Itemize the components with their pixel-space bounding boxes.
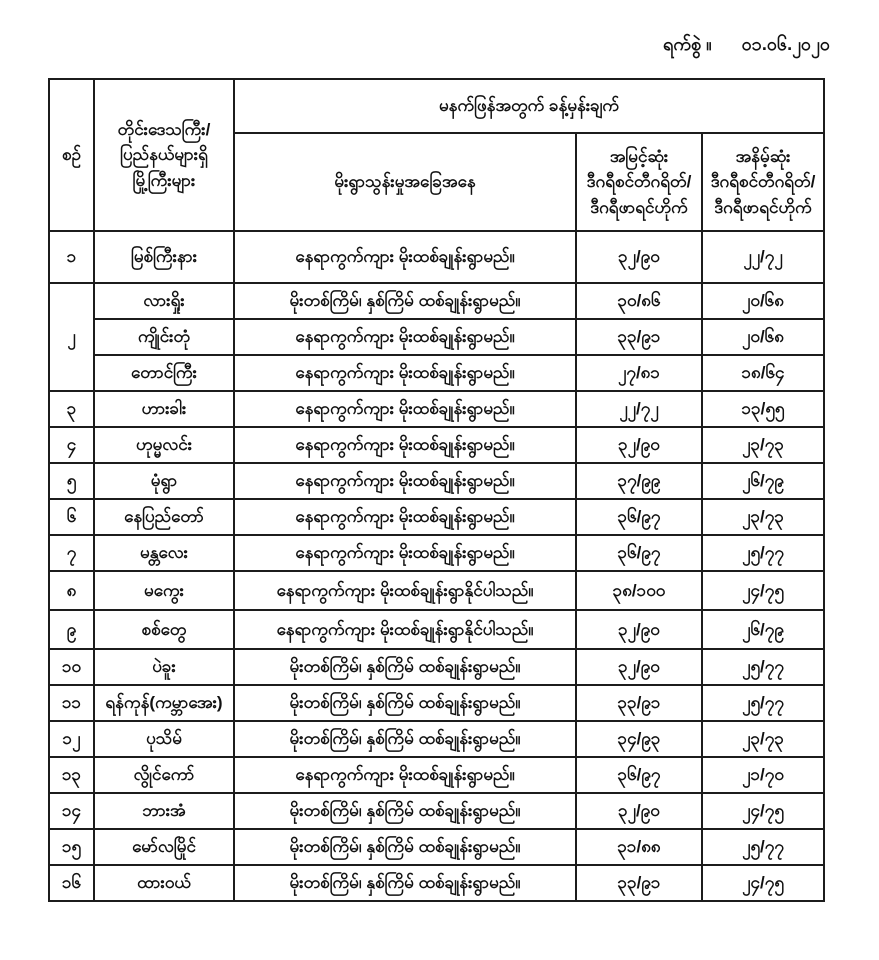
city-cell: ဟုမ္မလင်း	[94, 427, 234, 463]
rain-cell: နေရာကွက်ကျား မိုးထစ်ချုန်းရွာမည်။	[234, 499, 576, 535]
forecast-table	[48, 78, 825, 902]
table-row	[49, 865, 824, 901]
header-max-line2: ဒီဂရီစင်တီဂရိတ်/	[586, 172, 692, 192]
min-temp-cell: ၂၀/၆၈	[702, 319, 824, 355]
city-cell: လားရှိုး	[94, 283, 234, 319]
max-temp-cell: ၃၂/၉၀	[576, 427, 702, 463]
min-temp-cell: ၂၃/၇၃	[702, 427, 824, 463]
city-cell: မကွေး	[94, 571, 234, 610]
rain-cell: နေရာကွက်ကျား မိုးထစ်ချုန်းရွာမည်။	[234, 757, 576, 793]
min-temp-cell: ၂၅/၇၇	[702, 535, 824, 571]
serial-cell: ၈	[49, 571, 94, 610]
max-temp-cell: ၃၆/၉၇	[576, 535, 702, 571]
header-min-line3: ဒီဂရီဖာရင်ဟိုက်	[714, 197, 812, 217]
max-temp-cell: ၃၄/၉၃	[576, 721, 702, 757]
table-row	[49, 427, 824, 463]
serial-cell: ၇	[49, 535, 94, 571]
rain-cell: နေရာကွက်ကျား မိုးထစ်ချုန်းရွာမည်။	[234, 427, 576, 463]
table-row	[49, 535, 824, 571]
rain-cell: နေရာကွက်ကျား မိုးထစ်ချုန်းရွာမည်။	[234, 535, 576, 571]
serial-cell: ၁၁	[49, 685, 94, 721]
city-cell: မုံရွာ	[94, 463, 234, 499]
header-min-line2: ဒီဂရီစင်တီဂရိတ်/	[710, 172, 816, 192]
min-temp-cell: ၂၅/၇၇	[702, 829, 824, 865]
table-row	[49, 283, 824, 319]
header-max-temp	[576, 133, 702, 231]
city-cell: ပုသိမ်	[94, 721, 234, 757]
rain-cell: မိုးတစ်ကြိမ်၊ နှစ်ကြိမ် ထစ်ချုန်းရွာမည်။	[234, 865, 576, 901]
rain-cell: မိုးတစ်ကြိမ်၊ နှစ်ကြိမ် ထစ်ချုန်းရွာမည်။	[234, 721, 576, 757]
table-row	[49, 721, 824, 757]
max-temp-cell: ၂၇/၈၁	[576, 355, 702, 391]
date-line	[663, 32, 830, 59]
date-value: ၀၁.၀၆.၂၀၂၀	[741, 34, 830, 54]
header-cities-line1: တိုင်းဒေသကြီး/	[117, 119, 211, 139]
city-cell: လွိုင်ကော်	[94, 757, 234, 793]
serial-cell: ၄	[49, 427, 94, 463]
city-cell: မန္တလေး	[94, 535, 234, 571]
min-temp-cell: ၂၄/၇၅	[702, 865, 824, 901]
serial-cell: ၁၀	[49, 649, 94, 685]
min-temp-cell: ၂၅/၇၇	[702, 649, 824, 685]
header-cities-line2: ပြည်နယ်များရှိ	[120, 145, 208, 165]
max-temp-cell: ၃၂/၉၀	[576, 610, 702, 649]
min-temp-cell: ၂၀/၆၈	[702, 283, 824, 319]
serial-cell: ၃	[49, 391, 94, 427]
serial-cell: ၁၅	[49, 829, 94, 865]
max-temp-cell: ၃၃/၉၁	[576, 319, 702, 355]
city-cell: မြစ်ကြီးနား	[94, 231, 234, 283]
header-max-line1: အမြင့်ဆုံး	[609, 146, 669, 166]
min-temp-cell: ၂၅/၇၇	[702, 685, 824, 721]
header-cities	[94, 79, 234, 231]
header-min-temp	[702, 133, 824, 231]
city-cell: ထားဝယ်	[94, 865, 234, 901]
serial-cell: ၁၆	[49, 865, 94, 901]
serial-cell: ၆	[49, 499, 94, 535]
min-temp-cell: ၂၂/၇၂	[702, 231, 824, 283]
max-temp-cell: ၃၃/၉၁	[576, 865, 702, 901]
header-max-line3: ဒီဂရီဖာရင်ဟိုက်	[590, 197, 688, 217]
city-cell: ကျိုင်းတုံ	[94, 319, 234, 355]
rain-cell: မိုးတစ်ကြိမ်၊ နှစ်ကြိမ် ထစ်ချုန်းရွာမည်။	[234, 649, 576, 685]
rain-cell: နေရာကွက်ကျား မိုးထစ်ချုန်းရွာနိုင်ပါသည်။	[234, 610, 576, 649]
table-row	[49, 571, 824, 610]
serial-cell: ၁၃	[49, 757, 94, 793]
max-temp-cell: ၃၆/၉၇	[576, 757, 702, 793]
serial-cell: ၉	[49, 610, 94, 649]
table-row	[49, 757, 824, 793]
min-temp-cell: ၂၆/၇၉	[702, 610, 824, 649]
min-temp-cell: ၁၈/၆၄	[702, 355, 824, 391]
header-forecast-span: မနက်ဖြန်အတွက် ခန့်မှန်းချက်	[234, 79, 824, 133]
rain-cell: နေရာကွက်ကျား မိုးထစ်ချုန်းရွာမည်။	[234, 391, 576, 427]
header-cities-line3: မြို့ကြီးများ	[132, 170, 196, 190]
header-row-top	[49, 79, 824, 133]
header-serial: စဉ်	[49, 79, 94, 231]
rain-cell: မိုးတစ်ကြိမ်၊ နှစ်ကြိမ် ထစ်ချုန်းရွာမည်။	[234, 283, 576, 319]
city-cell: တောင်ကြီး	[94, 355, 234, 391]
min-temp-cell: ၂၃/၇၃	[702, 499, 824, 535]
table-row	[49, 499, 824, 535]
min-temp-cell: ၂၆/၇၉	[702, 463, 824, 499]
min-temp-cell: ၂၄/၇၅	[702, 793, 824, 829]
table-row	[49, 610, 824, 649]
table-row	[49, 319, 824, 355]
max-temp-cell: ၃၆/၉၇	[576, 499, 702, 535]
table-row	[49, 829, 824, 865]
min-temp-cell: ၁၃/၅၅	[702, 391, 824, 427]
serial-cell: ၁၂	[49, 721, 94, 757]
rain-cell: နေရာကွက်ကျား မိုးထစ်ချုန်းရွာမည်။	[234, 319, 576, 355]
city-cell: ဟားခါး	[94, 391, 234, 427]
serial-cell: ၅	[49, 463, 94, 499]
city-cell: မော်လမြိုင်	[94, 829, 234, 865]
rain-cell: မိုးတစ်ကြိမ်၊ နှစ်ကြိမ် ထစ်ချုန်းရွာမည်။	[234, 685, 576, 721]
table-row	[49, 391, 824, 427]
max-temp-cell: ၃၂/၉၀	[576, 649, 702, 685]
serial-cell: ၂	[49, 283, 94, 391]
city-cell: ပဲခူး	[94, 649, 234, 685]
max-temp-cell: ၃၀/၈၆	[576, 283, 702, 319]
rain-cell: နေရာကွက်ကျား မိုးထစ်ချုန်းရွာမည်။	[234, 463, 576, 499]
table-row	[49, 355, 824, 391]
rain-cell: မိုးတစ်ကြိမ်၊ နှစ်ကြိမ် ထစ်ချုန်းရွာမည်။	[234, 793, 576, 829]
max-temp-cell: ၃၈/၁၀၀	[576, 571, 702, 610]
table-row	[49, 793, 824, 829]
table-row	[49, 649, 824, 685]
header-min-line1: အနိမ့်ဆုံး	[735, 146, 791, 166]
serial-cell: ၁	[49, 231, 94, 283]
max-temp-cell: ၂၂/၇၂	[576, 391, 702, 427]
min-temp-cell: ၂၄/၇၅	[702, 571, 824, 610]
max-temp-cell: ၃၇/၉၉	[576, 463, 702, 499]
rain-cell: နေရာကွက်ကျား မိုးထစ်ချုန်းရွာမည်။	[234, 355, 576, 391]
rain-cell: နေရာကွက်ကျား မိုးထစ်ချုန်းရွာနိုင်ပါသည်။	[234, 571, 576, 610]
rain-cell: မိုးတစ်ကြိမ်၊ နှစ်ကြိမ် ထစ်ချုန်းရွာမည်။	[234, 829, 576, 865]
city-cell: နေပြည်တော်	[94, 499, 234, 535]
header-rain-condition: မိုးရွာသွန်းမှုအခြေအနေ	[234, 133, 576, 231]
city-cell: ရန်ကုန်(ကမ္ဘာအေး)	[94, 685, 234, 721]
max-temp-cell: ၃၁/၈၈	[576, 829, 702, 865]
serial-cell: ၁၄	[49, 793, 94, 829]
max-temp-cell: ၃၃/၉၁	[576, 685, 702, 721]
min-temp-cell: ၂၃/၇၃	[702, 721, 824, 757]
city-cell: ဘားအံ	[94, 793, 234, 829]
rain-cell: နေရာကွက်ကျား မိုးထစ်ချုန်းရွာမည်။	[234, 231, 576, 283]
table-row	[49, 463, 824, 499]
table-row	[49, 231, 824, 283]
max-temp-cell: ၃၂/၉၀	[576, 793, 702, 829]
table-row	[49, 685, 824, 721]
min-temp-cell: ၂၁/၇၀	[702, 757, 824, 793]
city-cell: စစ်တွေ	[94, 610, 234, 649]
max-temp-cell: ၃၂/၉၀	[576, 231, 702, 283]
date-label: ရက်စွဲ ။	[663, 34, 712, 54]
